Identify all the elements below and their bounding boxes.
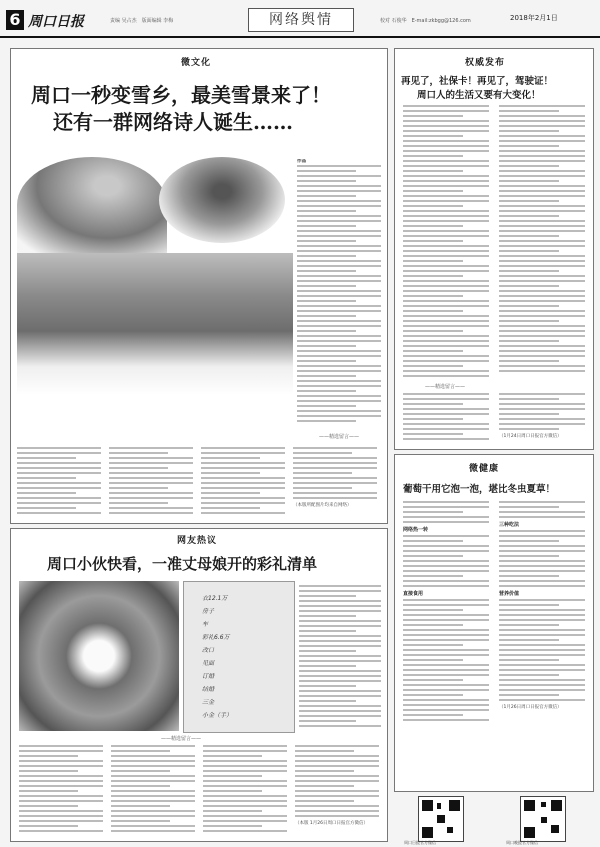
raisin-col-2 — [499, 501, 585, 710]
snow-poems-column — [297, 159, 381, 431]
list-line-9: 三金 — [202, 699, 215, 706]
bride-col-2 — [111, 745, 195, 835]
raisin-source-note: （1月26日周口日报官方微信） — [499, 705, 562, 710]
page-number-box: 6 — [6, 10, 24, 30]
snow-photo-pavilion — [17, 253, 293, 395]
bride-col-4 — [295, 745, 379, 826]
card-headline-2: 周口人的生活又要有大变化！ — [417, 90, 541, 101]
card-headline-1: 再见了，社保卡！再见了，驾驶证！ — [401, 76, 554, 87]
list-line-4: 彩礼6.6万 — [202, 634, 230, 641]
paper-list-text — [202, 592, 232, 722]
raisin-subhead-3: 三种吃法 — [499, 522, 520, 528]
snow-photo-pond — [159, 157, 285, 243]
raisin-subhead-4: 营养价值 — [499, 591, 520, 597]
raisin-article — [394, 454, 594, 792]
bride-col-3 — [203, 745, 287, 835]
qr-code-left[interactable] — [418, 796, 464, 842]
snow-rubric: 微文化 — [181, 58, 212, 68]
bride-right-column — [299, 585, 381, 733]
contact-meta: 校对 石俊华 E-mail:zkbgg@126.com — [380, 18, 471, 24]
bride-rubric: 网友热议 — [177, 536, 218, 546]
card-rubric: 权威发布 — [465, 58, 506, 68]
card-comments — [403, 393, 587, 443]
card-col-1 — [403, 105, 489, 380]
bride-headline: 周口小伙快看，一准丈母娘开的彩礼清单 — [47, 555, 318, 573]
snow-col-3 — [201, 447, 285, 517]
money-photo — [19, 581, 179, 731]
list-line-7: 订婚 — [202, 673, 215, 680]
snow-end-note: （本版所配图片均来自网络） — [293, 503, 352, 508]
bride-article — [10, 528, 388, 842]
section-title: 网络舆情 — [269, 12, 333, 28]
snow-headline-1: 周口一秒变雪乡，最美雪景来了！ — [31, 83, 331, 107]
list-line-3: 车 — [202, 621, 209, 628]
masthead — [0, 0, 600, 40]
paper-list-photo — [183, 581, 295, 733]
snow-article — [10, 48, 388, 524]
bride-source-note: （本版 1月26日周口日报官方微信） — [295, 821, 369, 826]
raisin-subhead-2: 直接食用 — [403, 591, 424, 597]
raisin-subhead-1: 网络热一转 — [403, 527, 429, 533]
bride-caption-divider: ——精选留言—— — [161, 736, 202, 742]
card-comment-col-2 — [499, 393, 585, 439]
card-article — [394, 48, 594, 450]
snow-photo-bridge — [17, 157, 167, 253]
raisin-headline: 葡萄干用它泡一泡，堪比冬虫夏草！ — [403, 484, 556, 495]
list-line-8: 结婚 — [202, 686, 215, 693]
card-source-note: （1月24日周口日报官方微信） — [499, 434, 562, 439]
list-line-1: 衣12.1万 — [202, 595, 228, 602]
raisin-rubric: 微健康 — [469, 464, 500, 474]
card-body-columns — [403, 105, 587, 385]
raisin-body-columns — [403, 501, 587, 785]
card-col-2 — [499, 105, 585, 375]
snow-col-1 — [17, 447, 101, 517]
qr-code-right[interactable] — [520, 796, 566, 842]
list-line-10: 小金（手） — [202, 712, 233, 719]
issue-date: 2018年2月1日 — [510, 14, 558, 22]
list-line-5: 改口 — [202, 647, 215, 654]
qr-label-left: 周口日报官方微信 — [404, 840, 436, 845]
snow-headline-2: 还有一群网络诗人诞生…… — [53, 110, 293, 134]
snow-caption-divider: ——精选留言—— — [318, 434, 359, 440]
list-line-2: 房子 — [202, 608, 215, 615]
card-comment-col-1 — [403, 393, 489, 443]
bride-body-columns — [19, 745, 381, 835]
card-caption-divider: ——精选留言—— — [424, 384, 465, 390]
raisin-col-1 — [403, 501, 489, 724]
masthead-rule — [0, 36, 600, 38]
editor-meta: 责编 吴占杰 版面编辑 李梅 — [110, 18, 174, 24]
section-title-box — [248, 8, 354, 32]
list-line-6: 见面 — [202, 660, 215, 667]
bride-col-1 — [19, 745, 103, 835]
snow-col-2 — [109, 447, 193, 517]
snow-col-4 — [293, 447, 377, 508]
snow-body-columns — [17, 447, 381, 519]
poem-works-label: 作品 — [297, 159, 307, 164]
paper-name: 周口日报 — [28, 14, 84, 30]
qr-label-right: 周口晚报官方微信 — [506, 840, 538, 845]
